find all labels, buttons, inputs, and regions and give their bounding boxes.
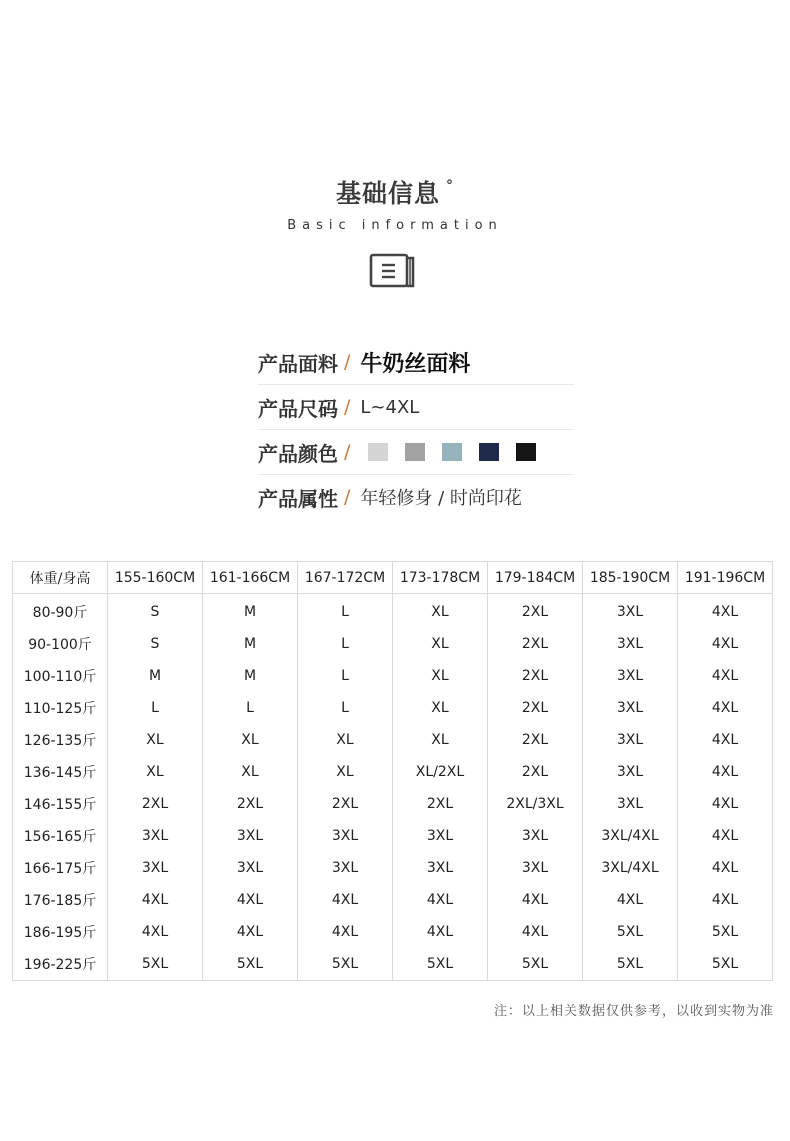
size-cell: 4XL (678, 692, 773, 724)
weight-cell: 196-225斤 (13, 948, 108, 981)
size-cell: 3XL (583, 788, 678, 820)
size-cell: 2XL (488, 628, 583, 660)
info-row-color (258, 430, 574, 475)
size-cell: 5XL (583, 916, 678, 948)
table-header-cell: 191-196CM (678, 562, 773, 594)
size-cell: 2XL (488, 594, 583, 629)
size-cell: 2XL (488, 756, 583, 788)
size-cell: 5XL (393, 948, 488, 981)
size-cell: 3XL (298, 820, 393, 852)
size-cell: 4XL (678, 756, 773, 788)
info-slash: / (344, 441, 351, 463)
info-slash: / (344, 351, 351, 373)
size-cell: XL (393, 724, 488, 756)
size-cell: XL (393, 594, 488, 629)
info-slash: / (344, 486, 351, 508)
size-cell: XL (393, 692, 488, 724)
info-label: 产品属性 (258, 486, 338, 511)
size-cell: 3XL (488, 852, 583, 884)
table-header-cell: 体重/身高 (13, 562, 108, 594)
size-cell: 4XL (203, 916, 298, 948)
weight-cell: 156-165斤 (13, 820, 108, 852)
size-cell: 4XL (298, 884, 393, 916)
size-cell: S (108, 628, 203, 660)
size-cell: 4XL (108, 916, 203, 948)
size-cell: 3XL (298, 852, 393, 884)
size-cell: L (298, 594, 393, 629)
info-slash: / (344, 396, 351, 418)
size-cell: 3XL/4XL (583, 820, 678, 852)
table-row (13, 788, 773, 820)
size-cell: 3XL/4XL (583, 852, 678, 884)
info-row-size (258, 385, 574, 430)
attributes-value: 年轻修身 / 时尚印花 (360, 488, 522, 509)
size-cell: XL/2XL (393, 756, 488, 788)
page-title (0, 174, 790, 210)
size-cell: 3XL (203, 820, 298, 852)
color-swatch (516, 443, 536, 461)
size-cell: L (298, 692, 393, 724)
size-cell: M (203, 594, 298, 629)
disclaimer-note: 注：以上相关数据仅供参考，以收到实物为准 (493, 1004, 774, 1019)
size-cell: XL (393, 660, 488, 692)
size-cell: 4XL (678, 660, 773, 692)
size-cell: L (298, 660, 393, 692)
size-cell: 3XL (203, 852, 298, 884)
info-label: 产品尺码 (258, 396, 338, 421)
size-cell: 5XL (298, 948, 393, 981)
size-cell: 5XL (108, 948, 203, 981)
table-row (13, 948, 773, 981)
size-cell: 5XL (678, 948, 773, 981)
size-cell: 3XL (583, 594, 678, 629)
page-subtitle: Basic information (287, 218, 503, 233)
info-row-attributes (258, 475, 574, 519)
size-cell: 2XL (488, 724, 583, 756)
table-header-cell: 185-190CM (583, 562, 678, 594)
size-cell: 4XL (108, 884, 203, 916)
table-row (13, 724, 773, 756)
size-value: L~4XL (360, 396, 420, 418)
size-cell: 2XL (108, 788, 203, 820)
size-cell: 2XL (488, 692, 583, 724)
size-cell: XL (203, 756, 298, 788)
size-cell: 5XL (678, 916, 773, 948)
table-header-cell: 155-160CM (108, 562, 203, 594)
table-row (13, 692, 773, 724)
size-cell: 4XL (678, 594, 773, 629)
table-header-cell: 179-184CM (488, 562, 583, 594)
size-cell: L (203, 692, 298, 724)
size-cell: 3XL (583, 692, 678, 724)
table-row (13, 820, 773, 852)
info-label: 产品颜色 (258, 441, 338, 466)
book-icon (369, 252, 417, 290)
size-cell: 4XL (393, 916, 488, 948)
weight-cell: 126-135斤 (13, 724, 108, 756)
weight-cell: 186-195斤 (13, 916, 108, 948)
size-cell: 5XL (488, 948, 583, 981)
size-cell: 3XL (488, 820, 583, 852)
size-cell: 4XL (678, 724, 773, 756)
table-row (13, 628, 773, 660)
size-cell: 2XL (203, 788, 298, 820)
size-cell: 3XL (108, 820, 203, 852)
weight-cell: 146-155斤 (13, 788, 108, 820)
color-swatches (368, 443, 536, 461)
size-cell: 5XL (583, 948, 678, 981)
size-cell: 3XL (393, 852, 488, 884)
size-cell: 3XL (108, 852, 203, 884)
color-swatch (442, 443, 462, 461)
size-cell: 4XL (678, 788, 773, 820)
title-text: 基础信息 (335, 179, 440, 208)
size-cell: 3XL (583, 628, 678, 660)
size-cell: 5XL (203, 948, 298, 981)
size-cell: 4XL (393, 884, 488, 916)
size-cell: 2XL (488, 660, 583, 692)
size-cell: 4XL (488, 916, 583, 948)
size-cell: 4XL (678, 852, 773, 884)
size-cell: M (203, 628, 298, 660)
weight-cell: 176-185斤 (13, 884, 108, 916)
color-swatch (479, 443, 499, 461)
table-row (13, 852, 773, 884)
size-cell: M (203, 660, 298, 692)
fabric-value: 牛奶丝面料 (360, 351, 471, 377)
size-cell: XL (298, 724, 393, 756)
weight-cell: 136-145斤 (13, 756, 108, 788)
weight-cell: 166-175斤 (13, 852, 108, 884)
size-cell: 4XL (678, 820, 773, 852)
size-cell: 2XL/3XL (488, 788, 583, 820)
weight-cell: 80-90斤 (13, 594, 108, 629)
size-cell: 2XL (298, 788, 393, 820)
table-header-cell: 173-178CM (393, 562, 488, 594)
table-header-row (13, 562, 773, 594)
size-cell: XL (298, 756, 393, 788)
size-cell: 3XL (583, 756, 678, 788)
size-cell: 4XL (488, 884, 583, 916)
color-swatch (368, 443, 388, 461)
size-cell: 3XL (393, 820, 488, 852)
table-row (13, 756, 773, 788)
table-row (13, 594, 773, 629)
info-row-fabric (258, 340, 574, 385)
size-cell: 4XL (678, 884, 773, 916)
size-cell: 4XL (583, 884, 678, 916)
weight-cell: 110-125斤 (13, 692, 108, 724)
info-label: 产品面料 (258, 351, 338, 376)
weight-cell: 100-110斤 (13, 660, 108, 692)
table-row (13, 884, 773, 916)
size-cell: XL (203, 724, 298, 756)
size-cell: XL (108, 724, 203, 756)
size-cell: XL (108, 756, 203, 788)
size-cell: S (108, 594, 203, 629)
size-cell: 4XL (298, 916, 393, 948)
table-row (13, 660, 773, 692)
size-cell: 4XL (203, 884, 298, 916)
size-cell: 4XL (678, 628, 773, 660)
size-cell: L (298, 628, 393, 660)
color-swatch (405, 443, 425, 461)
size-cell: L (108, 692, 203, 724)
size-cell: 3XL (583, 660, 678, 692)
table-header-cell: 161-166CM (203, 562, 298, 594)
weight-cell: 90-100斤 (13, 628, 108, 660)
size-cell: 3XL (583, 724, 678, 756)
size-cell: XL (393, 628, 488, 660)
table-row (13, 916, 773, 948)
size-chart-table (12, 561, 773, 981)
title-mark: ° (446, 178, 454, 194)
size-cell: 2XL (393, 788, 488, 820)
product-info (258, 340, 574, 519)
size-cell: M (108, 660, 203, 692)
table-header-cell: 167-172CM (298, 562, 393, 594)
